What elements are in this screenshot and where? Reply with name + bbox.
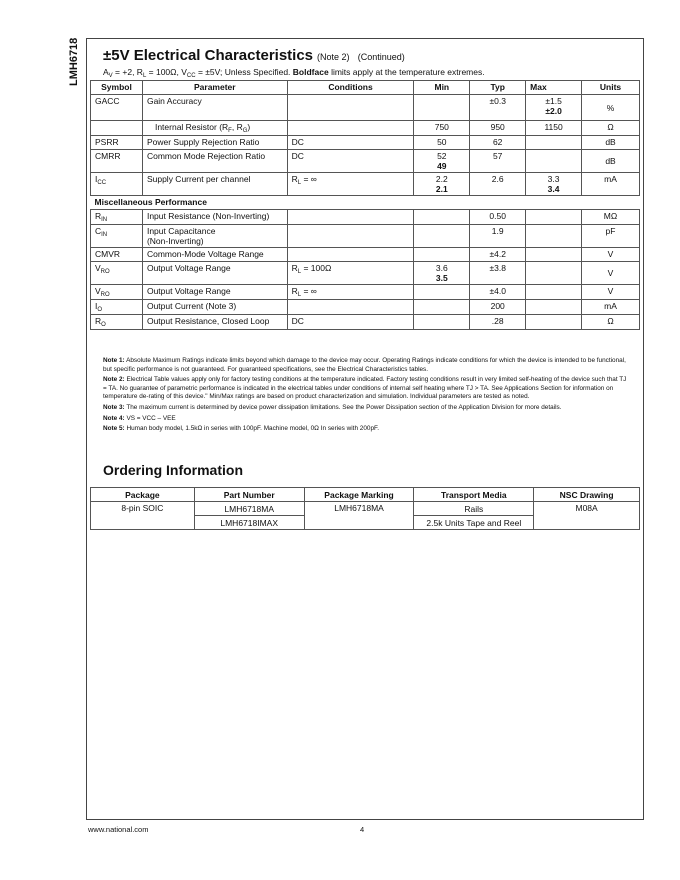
- table-row: [91, 136, 640, 150]
- continued-label: (Continued): [357, 52, 405, 62]
- cell-part-number: LMH6718MA: [194, 502, 304, 516]
- col-package-marking: Package Marking: [304, 488, 414, 502]
- cell-media: 2.5k Units Tape and Reel: [414, 516, 534, 530]
- table-row: [91, 210, 640, 225]
- col-min: Min: [414, 81, 470, 95]
- cell-conditions: [287, 121, 414, 136]
- cell-max: [526, 136, 582, 150]
- note-ref: (Note 2): [317, 52, 350, 62]
- cell-typ: 0.50: [470, 210, 526, 225]
- cell-typ: 950: [470, 121, 526, 136]
- footer-page-number: 4: [360, 825, 365, 834]
- ordering-header-row: [91, 488, 640, 502]
- table-row: [91, 315, 640, 330]
- cell-symbol: $R_{IN}$: [91, 210, 143, 225]
- cell-min: [414, 285, 470, 300]
- page-frame: [86, 38, 644, 820]
- col-nsc-drawing: NSC Drawing: [534, 488, 640, 502]
- cell-media: Rails: [414, 502, 534, 516]
- col-part-number: Part Number: [194, 488, 304, 502]
- table-row: [91, 248, 640, 262]
- cell-max: [526, 210, 582, 225]
- col-symbol: Symbol: [91, 81, 143, 95]
- test-conditions: $A_V = +2$, $R_L = 100\Omega$, $V_{CC} = \pm 5V$; Unless Specified. Boldface limits apply at the temperature extremes.: [103, 67, 485, 79]
- note-5: Note 5: Human body model, 1.5kΩ in series with 100pF. Machine model, 0Ω In series with 200pF.: [103, 425, 379, 433]
- cell-max: [526, 248, 582, 262]
- cell-conditions: DC: [287, 150, 414, 173]
- cell-min: [414, 95, 470, 121]
- cell-units: pF: [582, 225, 640, 248]
- cell-symbol: GACC: [91, 95, 143, 121]
- col-parameter: Parameter: [142, 81, 287, 95]
- cell-typ: 2.6: [470, 173, 526, 196]
- cell-conditions: $R_L$ = ∞: [287, 173, 414, 196]
- table-row: [91, 300, 640, 315]
- cell-units: dB: [582, 150, 640, 173]
- cell-typ: 200: [470, 300, 526, 315]
- cell-marking: LMH6718MA: [304, 502, 414, 530]
- cell-symbol: $V_{RO}$: [91, 262, 143, 285]
- ordering-title: Ordering Information: [103, 462, 243, 478]
- cell-drawing: M08A: [534, 502, 640, 530]
- cell-units: mA: [582, 300, 640, 315]
- table-row: [91, 150, 640, 173]
- col-units: Units: [582, 81, 640, 95]
- cell-units: mA: [582, 173, 640, 196]
- cell-parameter: Internal Resistor ($R_F$, $R_G$): [142, 121, 287, 136]
- cell-typ: .28: [470, 315, 526, 330]
- cell-typ: 57: [470, 150, 526, 173]
- section-title: ±5V Electrical Characteristics (Note 2) (Continued): [103, 47, 405, 64]
- cell-parameter: Common-Mode Voltage Range: [142, 248, 287, 262]
- col-package: Package: [91, 488, 195, 502]
- cell-parameter: Output Current (Note 3): [142, 300, 287, 315]
- table-header-row: [91, 81, 640, 95]
- cell-symbol: $I_O$: [91, 300, 143, 315]
- side-part-label: LMH6718: [68, 37, 80, 86]
- cell-max: 1150: [526, 121, 582, 136]
- table-row: [91, 225, 640, 248]
- cell-max: [526, 300, 582, 315]
- notes-section: [103, 357, 631, 436]
- cell-max: [526, 225, 582, 248]
- cell-conditions: [287, 300, 414, 315]
- cell-units: V: [582, 262, 640, 285]
- cell-max: [526, 285, 582, 300]
- cell-typ: ±4.0: [470, 285, 526, 300]
- note-2: Note 2: Electrical Table values apply only for factory testing conditions at the temperature indicated. Factory testing conditions result in very limited self-heating of the device such that TJ = TA. No guarantee of parametric performance is indicated in the electrical tables under conditions of internal self heating where TJ > TA. See Applications Section for information on temperature de-rating of this device." Min/Max ratings are based on product characterization and simulation. Individual parameters are tested as noted.: [103, 376, 627, 401]
- cell-min: [414, 300, 470, 315]
- col-typ: Typ: [470, 81, 526, 95]
- cell-min: [414, 210, 470, 225]
- note-3: Note 3: The maximum current is determined by device power dissipation limitations. See the Power Dissipation section of the Application Division for more details.: [103, 403, 562, 411]
- cell-typ: ±0.3: [470, 95, 526, 121]
- col-transport-media: Transport Media: [414, 488, 534, 502]
- cell-parameter: Power Supply Rejection Ratio: [142, 136, 287, 150]
- cell-min: 50: [414, 136, 470, 150]
- cell-symbol: $R_O$: [91, 315, 143, 330]
- cell-max: [526, 262, 582, 285]
- cell-units: MΩ: [582, 210, 640, 225]
- cell-package: 8-pin SOIC: [91, 502, 195, 530]
- cell-symbol: $I_{CC}$: [91, 173, 143, 196]
- cell-min: 2.2 2.1: [414, 173, 470, 196]
- cell-parameter: Gain Accuracy: [142, 95, 287, 121]
- cell-conditions: DC: [287, 315, 414, 330]
- table-row: [91, 121, 640, 136]
- note-4: Note 4: VS = VCC – VEE: [103, 414, 176, 422]
- cell-conditions: [287, 225, 414, 248]
- cell-min: [414, 315, 470, 330]
- cell-conditions: [287, 95, 414, 121]
- cell-symbol: CMVR: [91, 248, 143, 262]
- cell-min: 3.6 3.5: [414, 262, 470, 285]
- cell-units: V: [582, 285, 640, 300]
- table-row: [91, 502, 640, 516]
- cell-conditions: [287, 248, 414, 262]
- col-conditions: Conditions: [287, 81, 414, 95]
- cell-conditions: $R_L$ = ∞: [287, 285, 414, 300]
- cell-max: [526, 315, 582, 330]
- section-row: [91, 196, 640, 210]
- cell-symbol: PSRR: [91, 136, 143, 150]
- cell-conditions: $R_L = 100\Omega$: [287, 262, 414, 285]
- note-1: Note 1: Absolute Maximum Ratings indicate limits beyond which damage to the device may occur. Operating Ratings indicate conditions for which the device is intended to be functional, but specific performance is not guaranteed. For guaranteed specifications, see the Electrical Characteristics tables.: [103, 357, 626, 373]
- cell-units: dB: [582, 136, 640, 150]
- cell-typ: 62: [470, 136, 526, 150]
- cell-units: Ω: [582, 121, 640, 136]
- cell-conditions: [287, 210, 414, 225]
- table-row: [91, 95, 640, 121]
- cell-units: %: [582, 95, 640, 121]
- cell-parameter: Output Resistance, Closed Loop: [142, 315, 287, 330]
- cell-part-number: LMH6718IMAX: [194, 516, 304, 530]
- cell-parameter: Common Mode Rejection Ratio: [142, 150, 287, 173]
- cell-symbol: $C_{IN}$: [91, 225, 143, 248]
- cell-typ: 1.9: [470, 225, 526, 248]
- cell-min: 750: [414, 121, 470, 136]
- cell-units: Ω: [582, 315, 640, 330]
- cell-parameter: Input Resistance (Non-Inverting): [142, 210, 287, 225]
- cell-symbol: CMRR: [91, 150, 143, 173]
- table-row: [91, 173, 640, 196]
- table-row: [91, 285, 640, 300]
- cell-parameter: Input Capacitance (Non-Inverting): [142, 225, 287, 248]
- table-row: [91, 262, 640, 285]
- cell-typ: ±4.2: [470, 248, 526, 262]
- col-max: Max: [526, 81, 582, 95]
- cell-symbol: [91, 121, 143, 136]
- footer-website[interactable]: www.national.com: [88, 825, 149, 834]
- cell-min: [414, 225, 470, 248]
- cell-max: ±1.5 ±2.0: [526, 95, 582, 121]
- misc-performance-heading: Miscellaneous Performance: [91, 196, 640, 210]
- cell-parameter: Output Voltage Range: [142, 262, 287, 285]
- ordering-table: [90, 487, 640, 530]
- cell-conditions: DC: [287, 136, 414, 150]
- cell-max: [526, 150, 582, 173]
- cell-parameter: Supply Current per channel: [142, 173, 287, 196]
- cell-max: 3.3 3.4: [526, 173, 582, 196]
- cell-parameter: Output Voltage Range: [142, 285, 287, 300]
- cell-units: V: [582, 248, 640, 262]
- cell-typ: ±3.8: [470, 262, 526, 285]
- cell-symbol: $V_{RO}$: [91, 285, 143, 300]
- cell-min: [414, 248, 470, 262]
- cell-min: 52 49: [414, 150, 470, 173]
- electrical-characteristics-table: [90, 80, 640, 330]
